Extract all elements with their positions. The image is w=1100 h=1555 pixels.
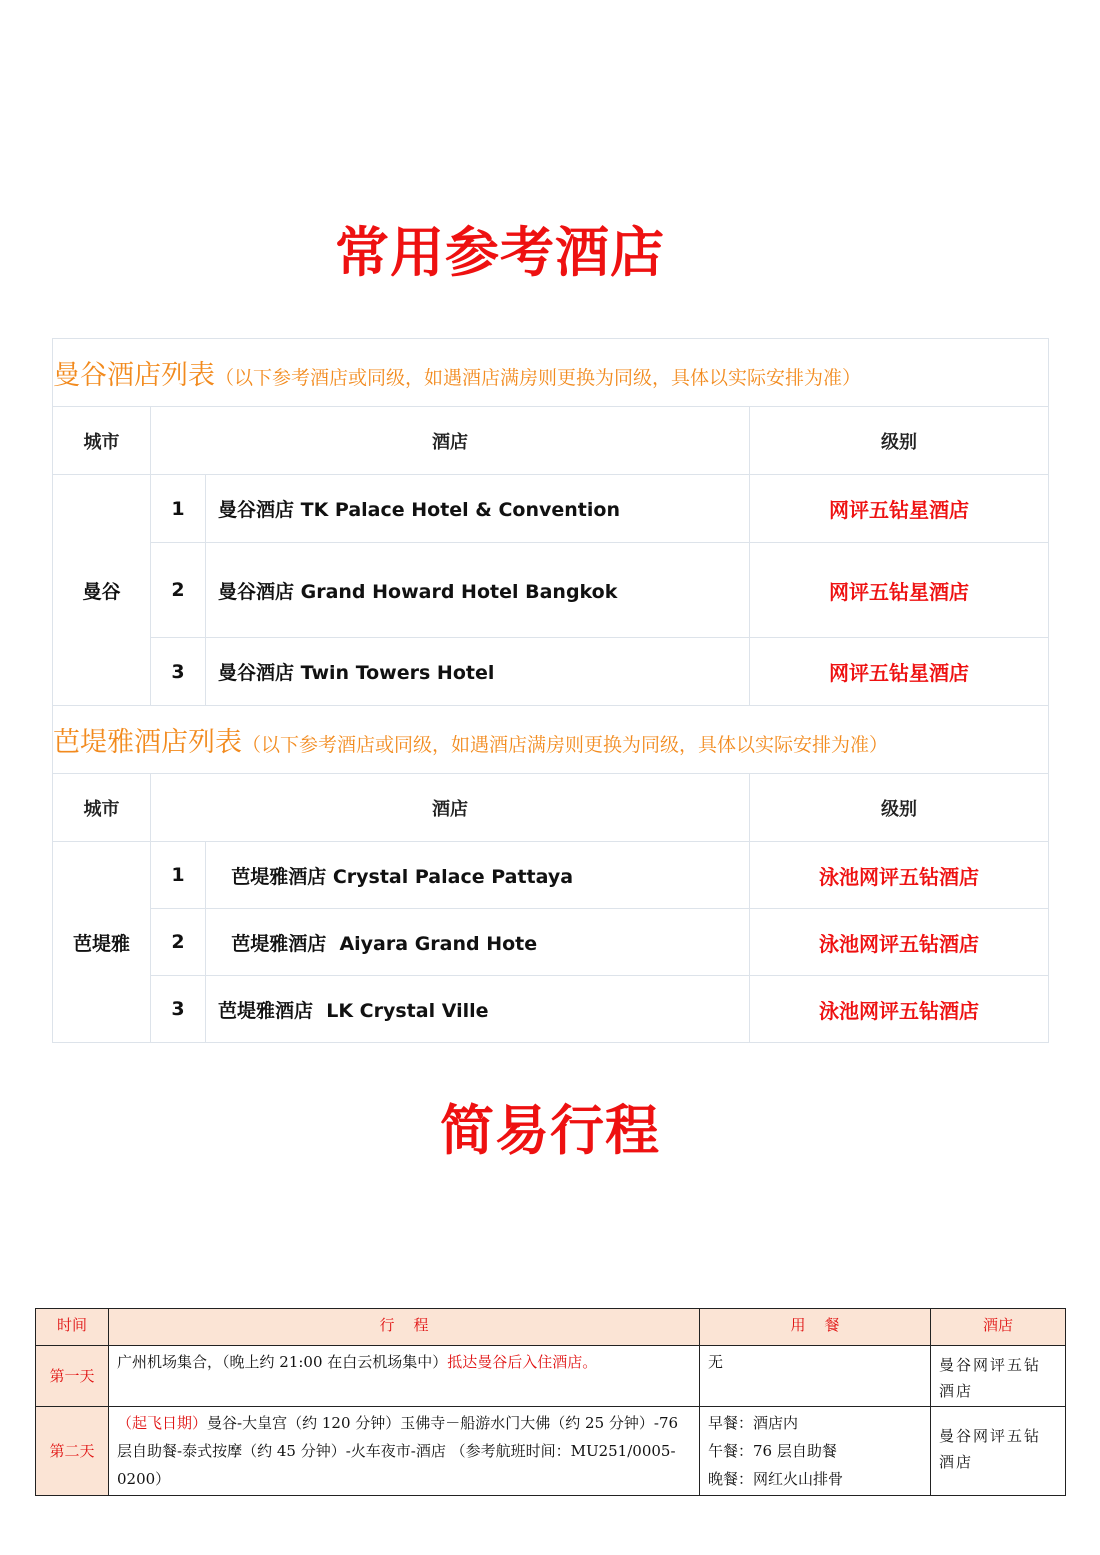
meals-cell <box>700 1407 931 1496</box>
row-number: 2 <box>151 909 206 976</box>
hotel-name: 曼谷酒店 Twin Towers Hotel <box>206 638 750 706</box>
table-row <box>53 543 1049 638</box>
table-row <box>53 976 1049 1043</box>
row-number: 2 <box>151 543 206 638</box>
row-number: 3 <box>151 976 206 1043</box>
meal-item: 早餐：酒店内 <box>708 1414 799 1432</box>
table-row <box>53 475 1049 543</box>
meal-item: 晚餐：网红火山排骨 <box>708 1470 844 1488</box>
pattaya-note: （以下参考酒店或同级，如遇酒店满房则更换为同级，具体以实际安排为准） <box>242 734 889 756</box>
hotel-name: 芭堤雅酒店 LK Crystal Ville <box>206 976 750 1043</box>
col-level: 级别 <box>750 407 1049 475</box>
itinerary-table <box>35 1308 1066 1496</box>
col-hotel: 酒店 <box>151 407 750 475</box>
hotel-name: 芭堤雅酒店 Crystal Palace Pattaya <box>206 842 750 909</box>
col-hotel: 酒店 <box>151 774 750 842</box>
hotel-cell: 曼谷网评五钻酒店 <box>931 1407 1066 1496</box>
col-hotel: 酒店 <box>931 1309 1066 1346</box>
route-cell <box>109 1346 700 1407</box>
meal-item: 无 <box>708 1353 724 1371</box>
itinerary-title: 简易行程 <box>440 1099 660 1162</box>
pattaya-heading: 芭堤雅酒店列表 <box>53 727 242 758</box>
hotel-name: 曼谷酒店 Grand Howard Hotel Bangkok <box>206 543 750 638</box>
col-city: 城市 <box>53 774 151 842</box>
hotel-level: 泳池网评五钻酒店 <box>750 976 1049 1043</box>
day-label: 第一天 <box>36 1346 109 1407</box>
route-highlight: 抵达曼谷后入住酒店。 <box>447 1353 598 1371</box>
col-meals: 用 餐 <box>700 1309 931 1346</box>
col-city: 城市 <box>53 407 151 475</box>
route-highlight: （起飞日期） <box>117 1414 208 1432</box>
row-number: 3 <box>151 638 206 706</box>
meal-item: 午餐：76 层自助餐 <box>708 1442 837 1460</box>
hotel-level: 泳池网评五钻酒店 <box>750 842 1049 909</box>
col-route: 行 程 <box>109 1309 700 1346</box>
col-time: 时间 <box>36 1309 109 1346</box>
bangkok-section-header <box>53 339 1049 407</box>
col-level: 级别 <box>750 774 1049 842</box>
hotel-cell: 曼谷网评五钻酒店 <box>931 1346 1066 1407</box>
route-cell <box>109 1407 700 1496</box>
hotel-name: 曼谷酒店 TK Palace Hotel & Convention <box>206 475 750 543</box>
city-cell: 曼谷 <box>53 475 151 706</box>
itinerary-header <box>36 1309 1066 1346</box>
hotel-level: 网评五钻星酒店 <box>750 638 1049 706</box>
page-title: 常用参考酒店 <box>335 221 665 284</box>
route-text: 广州机场集合，（晚上约 21:00 在白云机场集中） <box>117 1353 448 1371</box>
hotel-level: 网评五钻星酒店 <box>750 543 1049 638</box>
bangkok-column-header <box>53 407 1049 475</box>
hotel-level: 网评五钻星酒店 <box>750 475 1049 543</box>
route-text: 曼谷-大皇宫（约 120 分钟）玉佛寺－船游水门大佛（约 25 分钟）-76 层自助餐-泰式按摩（约 45 分钟）-火车夜市-酒店 （参考航班时间：MU251/0005-0200） <box>117 1414 679 1488</box>
table-row <box>53 909 1049 976</box>
day-label: 第二天 <box>36 1407 109 1496</box>
bangkok-note: （以下参考酒店或同级，如遇酒店满房则更换为同级，具体以实际安排为准） <box>215 367 862 389</box>
city-cell: 芭堤雅 <box>53 842 151 1043</box>
hotel-table <box>52 338 1049 1043</box>
pattaya-column-header <box>53 774 1049 842</box>
meals-cell <box>700 1346 931 1407</box>
row-number: 1 <box>151 842 206 909</box>
table-row <box>53 638 1049 706</box>
hotel-level: 泳池网评五钻酒店 <box>750 909 1049 976</box>
table-row <box>36 1407 1066 1496</box>
table-row <box>36 1346 1066 1407</box>
pattaya-section-header <box>53 706 1049 774</box>
hotel-name: 芭堤雅酒店 Aiyara Grand Hote <box>206 909 750 976</box>
row-number: 1 <box>151 475 206 543</box>
bangkok-heading: 曼谷酒店列表 <box>53 360 215 391</box>
table-row <box>53 842 1049 909</box>
